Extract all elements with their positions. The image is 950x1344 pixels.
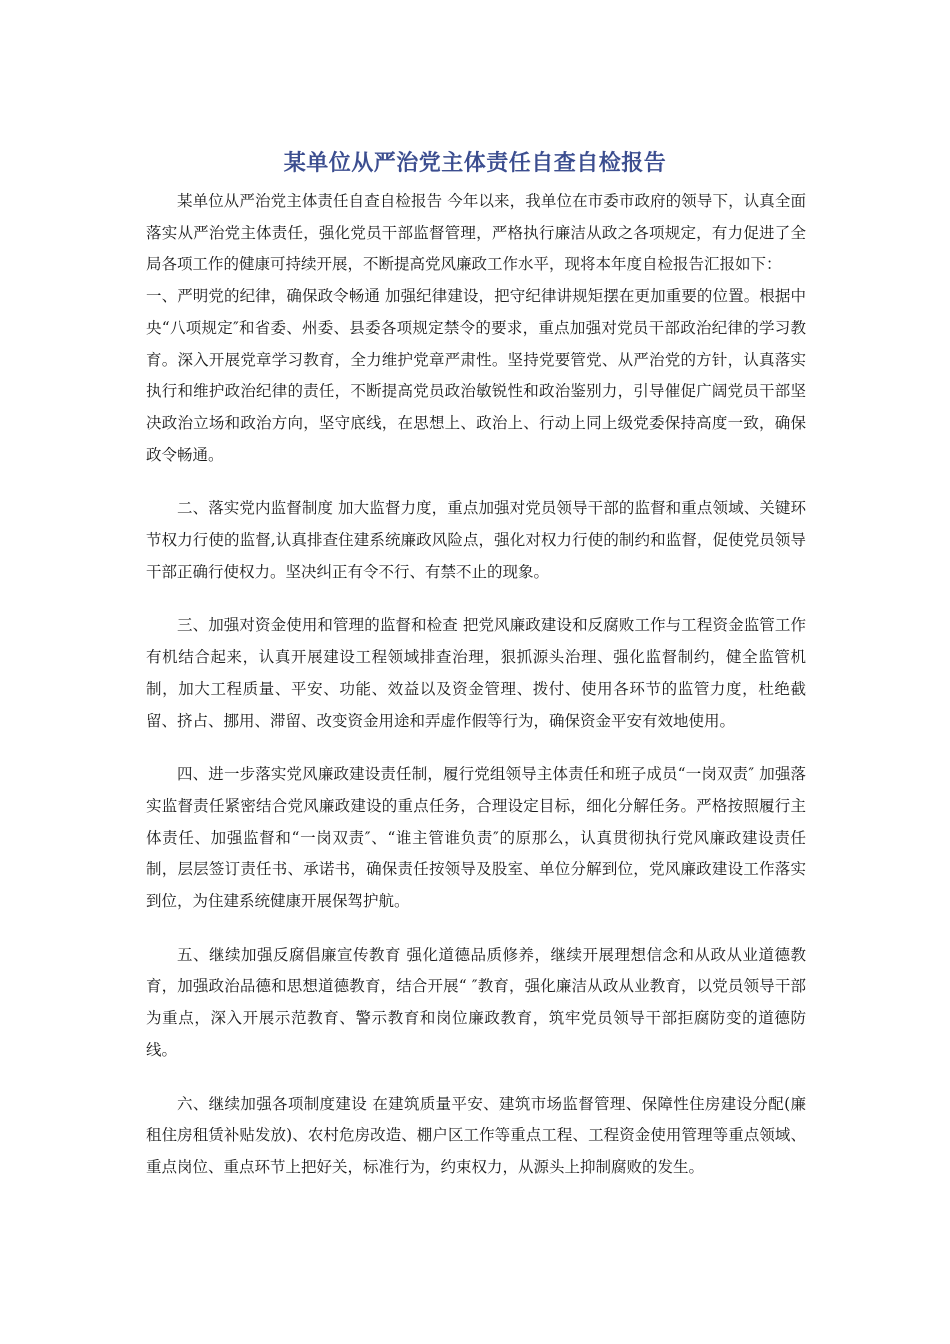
document-title: 某单位从严治党主体责任自查自检报告: [283, 150, 667, 176]
document-body: [146, 186, 806, 1184]
paragraph-intro: 某单位从严治党主体责任自查自检报告 今年以来，我单位在市委市政府的领导下，认真全面落实从严治党主体责任，强化党员干部监督管理，严格执行廉洁从政之各项规定，有力促进了全局各项工作的健康可持续开展，不断提高党风廉政工作水平，现将本年度自检报告汇报如下：: [146, 192, 806, 274]
paragraph-section-4: 四、进一步落实党风廉政建设责任制，履行党组领导主体责任和班子成员“一岗双责″ 加强落实监督责任紧密结合党风廉政建设的重点任务，合理设定目标，细化分解任务。严格按照履行主体责任、加强监督和“一岗双责″、“谁主管谁负责″的原那么，认真贯彻执行党风廉政建设责任制，层层签订责任书、承诺书，确保责任按领导及股室、单位分解到位，党风廉政建设工作落实到位，为住建系统健康开展保驾护航。: [146, 765, 806, 911]
paragraph-section-1: 一、严明党的纪律，确保政令畅通 加强纪律建设，把守纪律讲规矩摆在更加重要的位置。根据中央“八项规定″和省委、州委、县委各项规定禁令的要求，重点加强对党员干部政治纪律的学习教育。深入开展党章学习教育，全力维护党章严肃性。坚持党要管党、从严治党的方针，认真落实执行和维护政治纪律的责任，不断提高党员政治敏锐性和政治鉴别力，引导催促广阔党员干部坚决政治立场和政治方向，坚守底线，在思想上、政治上、行动上同上级党委保持高度一致，确保政令畅通。: [146, 287, 806, 464]
paragraph-section-5: 五、继续加强反腐倡廉宣传教育 强化道德品质修养，继续开展理想信念和从政从业道德教育，加强政治品德和思想道德教育，结合开展“ ″教育，强化廉洁从政从业教育，以党员领导干部为重点，深入开展示范教育、警示教育和岗位廉政教育，筑牢党员领导干部拒腐防变的道德防线。: [146, 945, 806, 1059]
paragraph-section-3: 三、加强对资金使用和管理的监督和检查 把党风廉政建设和反腐败工作与工程资金监管工作有机结合起来，认真开展建设工程领域排查治理，狠抓源头治理、强化监督制约，健全监管机制，加大工程质量、平安、功能、效益以及资金管理、拨付、使用各环节的监管力度，杜绝截留、挤占、挪用、滞留、改变资金用途和弄虚作假等行为，确保资金平安有效地使用。: [146, 616, 806, 730]
paragraph-section-6: 六、继续加强各项制度建设 在建筑质量平安、建筑市场监督管理、保障性住房建设分配(廉租住房租赁补贴发放)、农村危房改造、棚户区工作等重点工程、工程资金使用管理等重点领域、重点岗位、重点环节上把好关，标准行为，约束权力，从源头上抑制腐败的发生。: [146, 1094, 806, 1176]
paragraph-section-2: 二、落实党内监督制度 加大监督力度，重点加强对党员领导干部的监督和重点领域、关键环节权力行使的监督,认真排查住建系统廉政风险点，强化对权力行使的制约和监督，促使党员领导干部正确行使权力。坚决纠正有令不行、有禁不止的现象。: [146, 499, 806, 581]
